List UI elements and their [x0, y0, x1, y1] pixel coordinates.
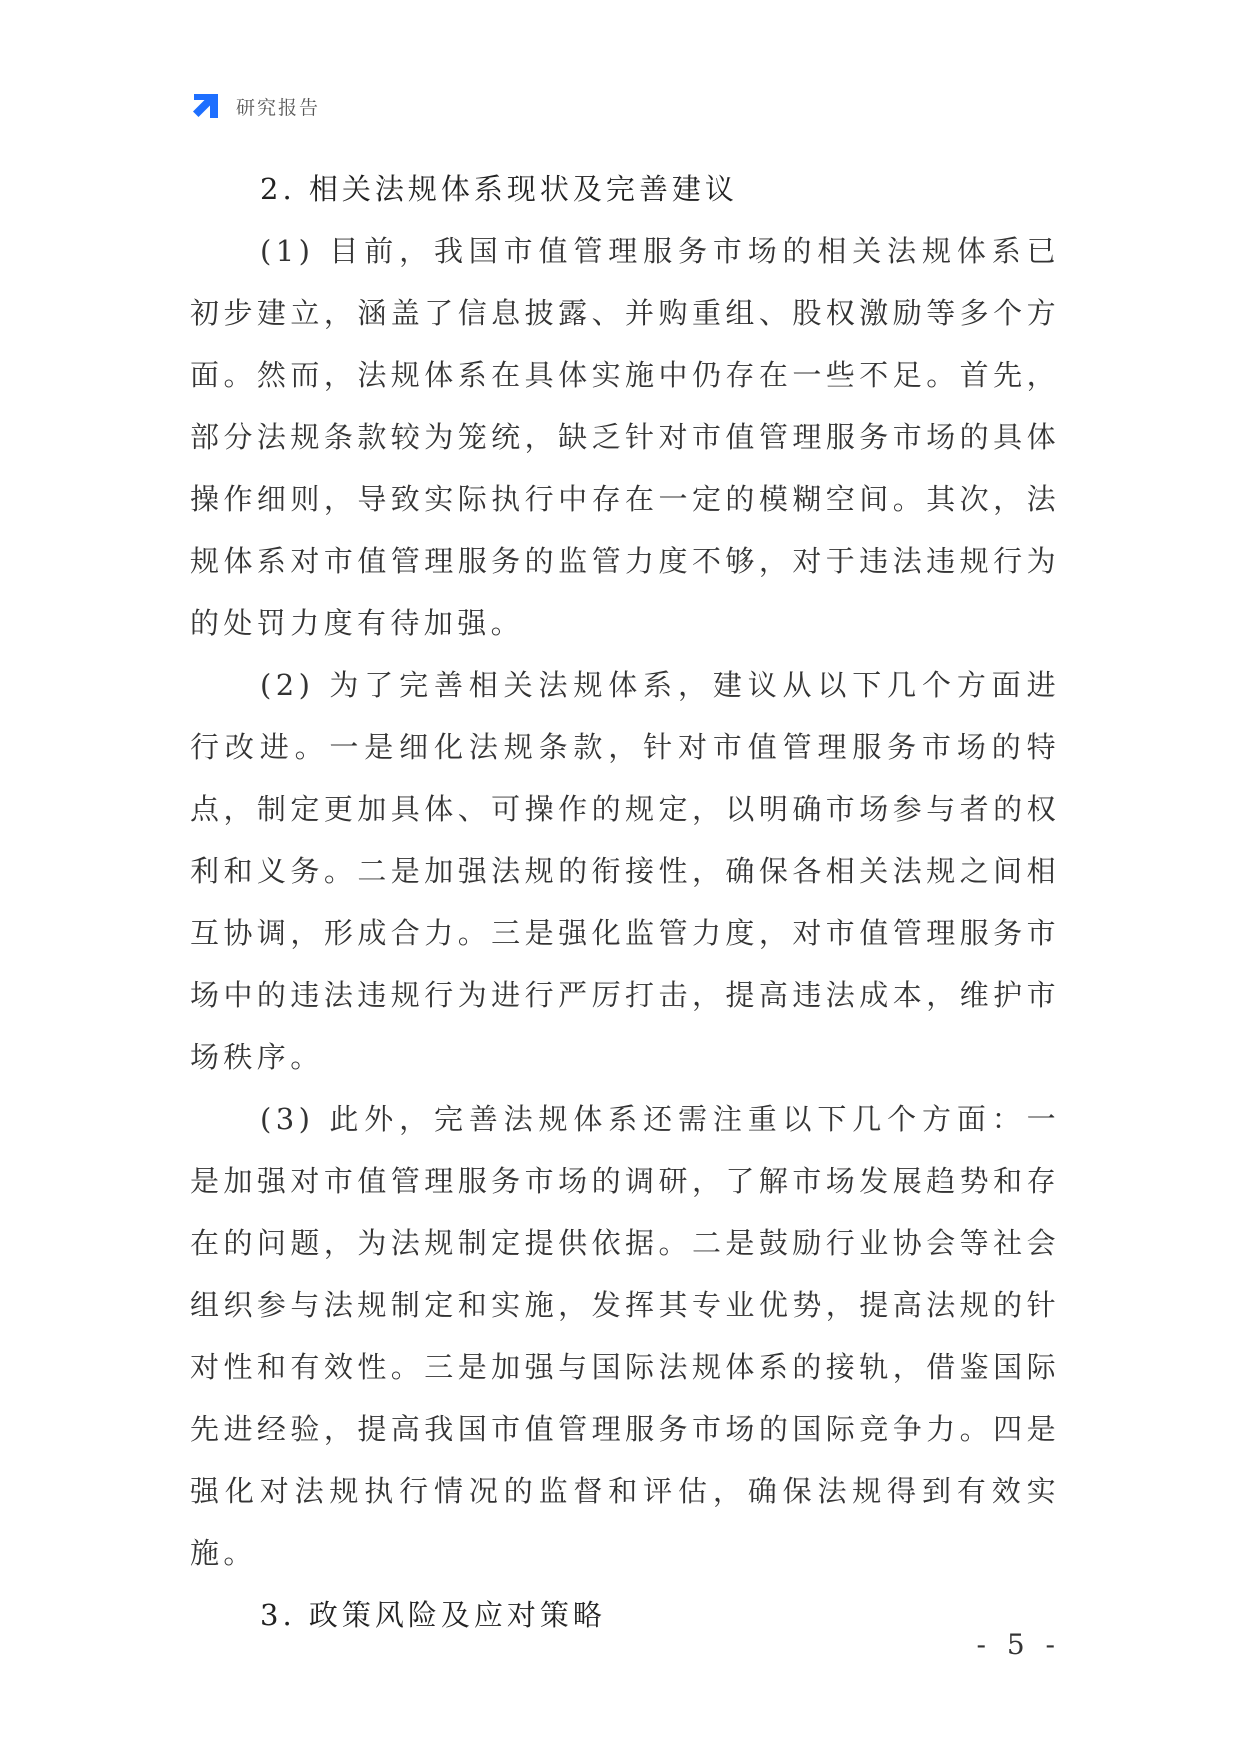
section-heading-3: 3. 政策风险及应对策略: [260, 1598, 606, 1632]
paragraph-3: (3) 此外，完善法规体系还需注重以下几个方面：一是加强对市值管理服务市场的调研，了解市场发展趋势和存在的问题，为法规制定提供依据。二是鼓励行业协会等社会组织参与法规制定和实施，发挥其专业优势，提高法规的针对性和有效性。三是加强与国际法规体系的接轨，借鉴国际先进经验，提高我国市值管理服务市场的国际竞争力。四是强化对法规执行情况的监督和评估，确保法规得到有效实施。: [190, 1102, 1060, 1570]
page-number: - 5 -: [976, 1628, 1061, 1661]
page-header: [190, 90, 320, 122]
section-heading-2: 2. 相关法规体系现状及完善建议: [260, 172, 738, 206]
paragraph-1: (1) 目前，我国市值管理服务市场的相关法规体系已初步建立，涵盖了信息披露、并购重组、股权激励等多个方面。然而，法规体系在具体实施中仍存在一些不足。首先，部分法规条款较为笼统，缺乏针对市值管理服务市场的具体操作细则，导致实际执行中存在一定的模糊空间。其次，法规体系对市值管理服务的监管力度不够，对于违法违规行为的处罚力度有待加强。: [190, 234, 1060, 640]
document-body: [190, 158, 1060, 1646]
arrow-up-right-icon: [190, 90, 222, 122]
paragraph-2: (2) 为了完善相关法规体系，建议从以下几个方面进行改进。一是细化法规条款，针对市值管理服务市场的特点，制定更加具体、可操作的规定，以明确市场参与者的权利和义务。二是加强法规的衔接性，确保各相关法规之间相互协调，形成合力。三是强化监管力度，对市值管理服务市场中的违法违规行为进行严厉打击，提高违法成本，维护市场秩序。: [190, 668, 1060, 1074]
header-title: 研究报告: [236, 96, 321, 119]
